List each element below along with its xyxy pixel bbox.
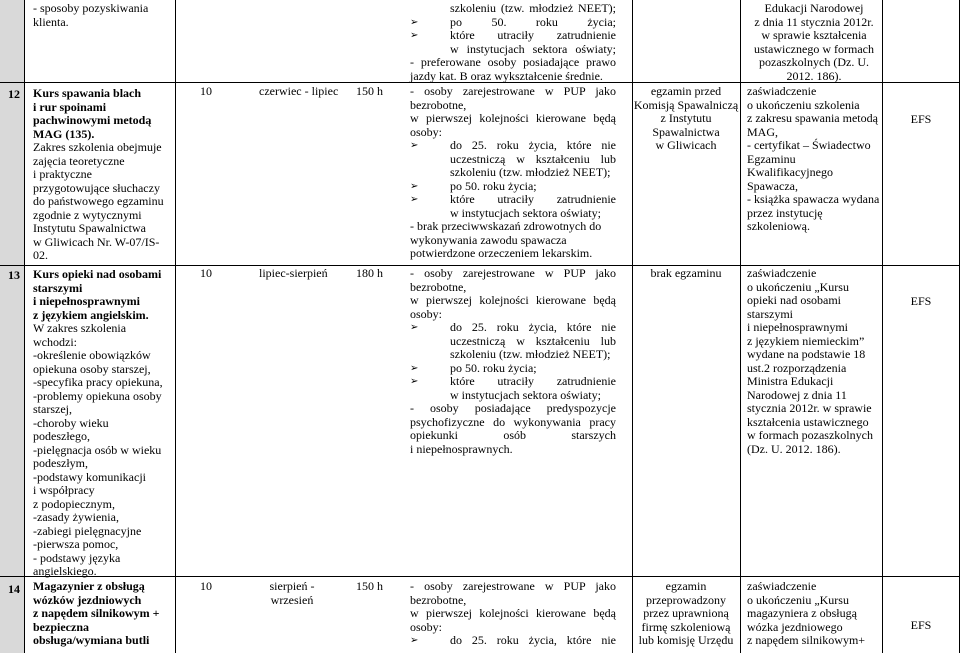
certificate-line: opieki nad osobami xyxy=(747,293,841,307)
exam-info xyxy=(633,267,739,281)
condition-line: - preferowane osoby posiadające prawo xyxy=(410,55,616,69)
course-period xyxy=(252,580,332,607)
course-hours: 150 h xyxy=(356,579,383,593)
course-title-line: z napędem silnikowym + xyxy=(33,606,160,620)
period-line: wrzesień xyxy=(270,592,314,607)
condition-line: opiekunki osób starszych xyxy=(410,428,616,442)
condition-line: bezrobotne, xyxy=(410,279,467,294)
certificate-line: Edukacji Narodowej xyxy=(764,1,864,15)
condition-line: osoby: xyxy=(410,306,443,321)
certificate-info xyxy=(747,267,881,456)
row-number: 13 xyxy=(8,268,20,282)
certificate-line: stycznia 2012r. w sprawie xyxy=(747,401,872,415)
funding-source: EFS xyxy=(910,294,932,308)
exam-line: egzamin przed xyxy=(650,84,722,98)
course-description-line: wchodzi: xyxy=(33,334,77,349)
exam-line: lub komisję Urzędu xyxy=(638,633,734,647)
certificate-line: (Dz. U. 2012. 186). xyxy=(747,441,841,456)
column-rule xyxy=(175,0,176,653)
course-description-line: do państwowego egzaminu xyxy=(33,194,164,208)
condition-bullet-line: ➢ do 25. roku życia, które nie xyxy=(410,321,616,335)
certificate-info xyxy=(747,85,881,234)
condition-line: - osoby zarejestrowane w PUP jako xyxy=(410,579,616,593)
exam-line: przez uprawnioną xyxy=(643,606,729,620)
participant-conditions xyxy=(410,85,616,261)
course-description-line: -podstawy komunikacji xyxy=(33,469,146,484)
course-description-continued xyxy=(33,2,173,29)
exam-line: Spawalnictwa xyxy=(652,124,720,139)
condition-bullet-line: ➢ po 50. roku życia; xyxy=(410,362,616,376)
condition-bullet-line: ➢ do 25. roku życia, które nie xyxy=(410,634,616,648)
condition-line: bezrobotne, xyxy=(410,97,467,112)
course-hours: 150 h xyxy=(356,84,383,98)
course-description-line: angielskiego. xyxy=(33,564,97,578)
period-line: sierpień - xyxy=(269,579,315,593)
certificate-line: i niepełnosprawnymi xyxy=(747,320,848,334)
exam-info xyxy=(633,85,739,153)
funding-source: EFS xyxy=(910,112,932,126)
certificate-line: z napędem silnikowym+ xyxy=(747,633,866,647)
condition-line: szkoleniu (tzw. młodzież NEET); xyxy=(450,1,616,15)
participant-conditions xyxy=(410,580,616,648)
course-description-line: zajęcia teoretyczne xyxy=(33,153,125,168)
course-description-line: - sposoby pozyskiwania xyxy=(33,1,149,15)
condition-line: - brak przeciwwskazań zdrowotnych do xyxy=(410,219,602,233)
condition-bullet-line: ➢ po 50. roku życia; xyxy=(410,16,616,30)
certificate-line: - książka spawacza wydana xyxy=(747,192,880,206)
course-description-line: -określenie obowiązków xyxy=(33,348,151,362)
funding-source: EFS xyxy=(910,618,932,632)
course-description-line: Instytutu Spawalnictwa xyxy=(33,221,146,235)
participants-count: 10 xyxy=(200,266,212,280)
course-description-line: -pierwsza pomoc, xyxy=(33,537,119,551)
participants-count: 10 xyxy=(200,579,212,593)
course-title-line: obsługa/wymiana butli xyxy=(33,633,150,647)
certificate-line: o ukończeniu „Kursu xyxy=(747,592,849,607)
exam-line: w Gliwicach xyxy=(655,138,717,152)
certificate-line: 2012. 186). xyxy=(786,68,842,83)
condition-line: wykonywania zawodu spawacza xyxy=(410,232,567,247)
condition-line: - osoby zarejestrowane w PUP jako xyxy=(410,84,616,98)
certificate-line: ust.2 rozporządzenia xyxy=(747,360,847,375)
participants-count: 10 xyxy=(200,84,212,98)
certificate-line: kształcenia ustawicznego xyxy=(747,414,869,429)
course-description-line: -problemy opiekuna osoby xyxy=(33,388,162,403)
course-description-line: i praktyczne xyxy=(33,167,92,181)
certificate-line: Egzaminu xyxy=(747,151,796,166)
condition-bullet-line: ➢ które utraciły zatrudnienie xyxy=(410,193,616,207)
course-description-line: z podopiecznym, xyxy=(33,496,115,511)
condition-line: potwierdzone orzeczeniem lekarskim. xyxy=(410,246,593,260)
course-title-line: Kurs spawania blach xyxy=(33,86,142,100)
course-description-line: starszej, xyxy=(33,402,72,416)
condition-line: w pierwszej kolejności kierowane będą xyxy=(410,606,616,620)
condition-line: w instytucjach sektora oświaty; xyxy=(450,41,616,56)
condition-line: w pierwszej kolejności kierowane będą xyxy=(410,293,616,307)
certificate-line: z zakresu spawania metodą xyxy=(747,111,878,125)
exam-line: przeprowadzony xyxy=(646,592,726,607)
condition-line: w instytucjach sektora oświaty; xyxy=(450,205,601,220)
certificate-line: z językiem niemieckim” xyxy=(747,333,865,348)
certificate-line: - certyfikat – Świadectwo xyxy=(747,138,871,152)
condition-line: - osoby posiadające predyspozycje xyxy=(410,401,616,415)
course-description-line: zgodnie z wytycznymi xyxy=(33,207,142,222)
course-description-line: Zakres szkolenia obejmuje xyxy=(33,140,162,154)
course-description-line: w Gliwicach Nr. W-07/IS- xyxy=(33,234,160,249)
condition-line: bezrobotne, xyxy=(410,592,467,607)
course-description-line: opiekuna osoby starszej, xyxy=(33,361,151,376)
condition-line: szkoleniu (tzw. młodzież NEET); xyxy=(450,165,611,179)
condition-bullet-line: ➢ które utraciły zatrudnienie xyxy=(410,29,616,43)
column-rule xyxy=(882,0,883,653)
course-name xyxy=(33,580,173,648)
course-title-line: wózków jezdniowych xyxy=(33,592,142,607)
certificate-line: zaświadczenie xyxy=(747,84,817,98)
exam-info xyxy=(633,580,739,648)
certificate-line: magazyniera z obsługą xyxy=(747,606,857,620)
condition-line: osoby: xyxy=(410,619,443,634)
column-rule xyxy=(740,0,741,653)
course-description-line: -zasady żywienia, xyxy=(33,510,119,524)
course-description-line: -zabiegi pielęgnacyjne xyxy=(33,523,142,538)
participant-conditions xyxy=(410,267,616,456)
certificate-line: Kwalifikacyjnego xyxy=(747,165,833,179)
course-description-line: przygotowujące słuchaczy xyxy=(33,180,160,195)
exam-line: firmę szkoleniową xyxy=(641,619,731,634)
course-title-line: MAG (135). xyxy=(33,126,95,141)
certificate-line: o ukończeniu szkolenia xyxy=(747,97,860,112)
condition-line: osoby: xyxy=(410,124,443,139)
course-description-line: i współpracy xyxy=(33,483,95,497)
certificate-line: szkoleniową. xyxy=(747,219,810,233)
course-description-line: klienta. xyxy=(33,14,69,29)
course-description-line: W zakres szkolenia xyxy=(33,321,127,335)
course-description-line: -pielęgnacja osób w wieku xyxy=(33,442,162,457)
condition-bullet-line: ➢ które utraciły zatrudnienie xyxy=(410,375,616,389)
condition-bullet-line: ➢ do 25. roku życia, które nie xyxy=(410,139,616,153)
condition-line: jazdy kat. B oraz wykształcenie średnie. xyxy=(410,68,603,83)
course-description-line: -choroby wieku xyxy=(33,415,109,430)
certificate-line: Spawacza, xyxy=(747,178,798,193)
course-name xyxy=(33,268,173,579)
course-title-line: Magazynier z obsługą xyxy=(33,579,145,593)
condition-bullet-line: ➢ po 50. roku życia; xyxy=(410,180,616,194)
column-rule xyxy=(24,0,25,653)
course-hours: 180 h xyxy=(356,266,383,280)
course-description-line: 02. xyxy=(33,248,48,262)
condition-line: w instytucjach sektora oświaty; xyxy=(450,387,601,402)
course-title-line: i rur spoinami xyxy=(33,99,107,114)
certificate-line: Narodowej z dnia 11 xyxy=(747,387,847,402)
condition-line: szkoleniu (tzw. młodzież NEET); xyxy=(450,347,611,361)
course-description-line: - podstawy języka xyxy=(33,550,121,565)
course-title-line: pachwinowymi metodą xyxy=(33,113,152,127)
course-period: czerwiec - lipiec xyxy=(259,84,339,98)
condition-line: uczestniczą w kształceniu lub xyxy=(450,151,616,166)
row-number: 14 xyxy=(8,582,20,596)
course-title-line: i niepełnosprawnymi xyxy=(33,294,141,308)
participant-conditions-continued xyxy=(410,2,616,83)
exam-line: brak egzaminu xyxy=(650,266,722,280)
certificate-line: ustawicznego w formach xyxy=(754,41,874,56)
row-number: 12 xyxy=(8,87,20,101)
certificate-line: w sprawie kształcenia xyxy=(761,28,867,42)
course-description-line: -specyfika pracy opiekuna, xyxy=(33,375,163,389)
course-period: lipiec-sierpień xyxy=(259,266,328,280)
condition-line: uczestniczą w kształceniu lub xyxy=(450,333,616,348)
course-title-line: bezpieczna xyxy=(33,619,89,634)
certificate-line: zaświadczenie xyxy=(747,266,817,280)
course-title-line: starszymi xyxy=(33,280,83,295)
exam-line: egzamin xyxy=(665,579,707,593)
certificate-line: zaświadczenie xyxy=(747,579,817,593)
course-description-line: podeszłego, xyxy=(33,429,90,443)
certificate-info xyxy=(747,580,881,648)
certificate-line: pozaszkolnych (Dz. U. xyxy=(759,55,869,69)
course-name xyxy=(33,87,173,263)
course-title-line: Kurs opieki nad osobami xyxy=(33,267,162,281)
condition-line: w pierwszej kolejności kierowane będą xyxy=(410,111,616,125)
certificate-line: Ministra Edukacji xyxy=(747,374,834,388)
certificate-line: o ukończeniu „Kursu xyxy=(747,279,849,294)
condition-line: - osoby zarejestrowane w PUP jako xyxy=(410,266,616,280)
certificate-continued xyxy=(747,2,881,83)
certificate-line: MAG, xyxy=(747,124,779,139)
exam-line: z Instytutu xyxy=(660,111,712,125)
certificate-line: z dnia 11 stycznia 2012r. xyxy=(754,14,874,29)
certificate-line: w formach pozaszkolnych xyxy=(747,428,873,442)
certificate-line: wydane na podstawie 18 xyxy=(747,347,866,361)
condition-line: psychofizyczne do wykonywania pracy xyxy=(410,414,616,429)
course-title-line: z językiem angielskim. xyxy=(33,307,149,322)
exam-line: Komisją Spawalniczą xyxy=(633,97,739,112)
certificate-line: wózka jezdniowego xyxy=(747,619,843,634)
course-description-line: podeszłym, xyxy=(33,456,88,470)
condition-line: i niepełnosprawnych. xyxy=(410,441,513,456)
certificate-line: starszymi xyxy=(747,306,793,321)
certificate-line: przez instytucję xyxy=(747,205,823,220)
